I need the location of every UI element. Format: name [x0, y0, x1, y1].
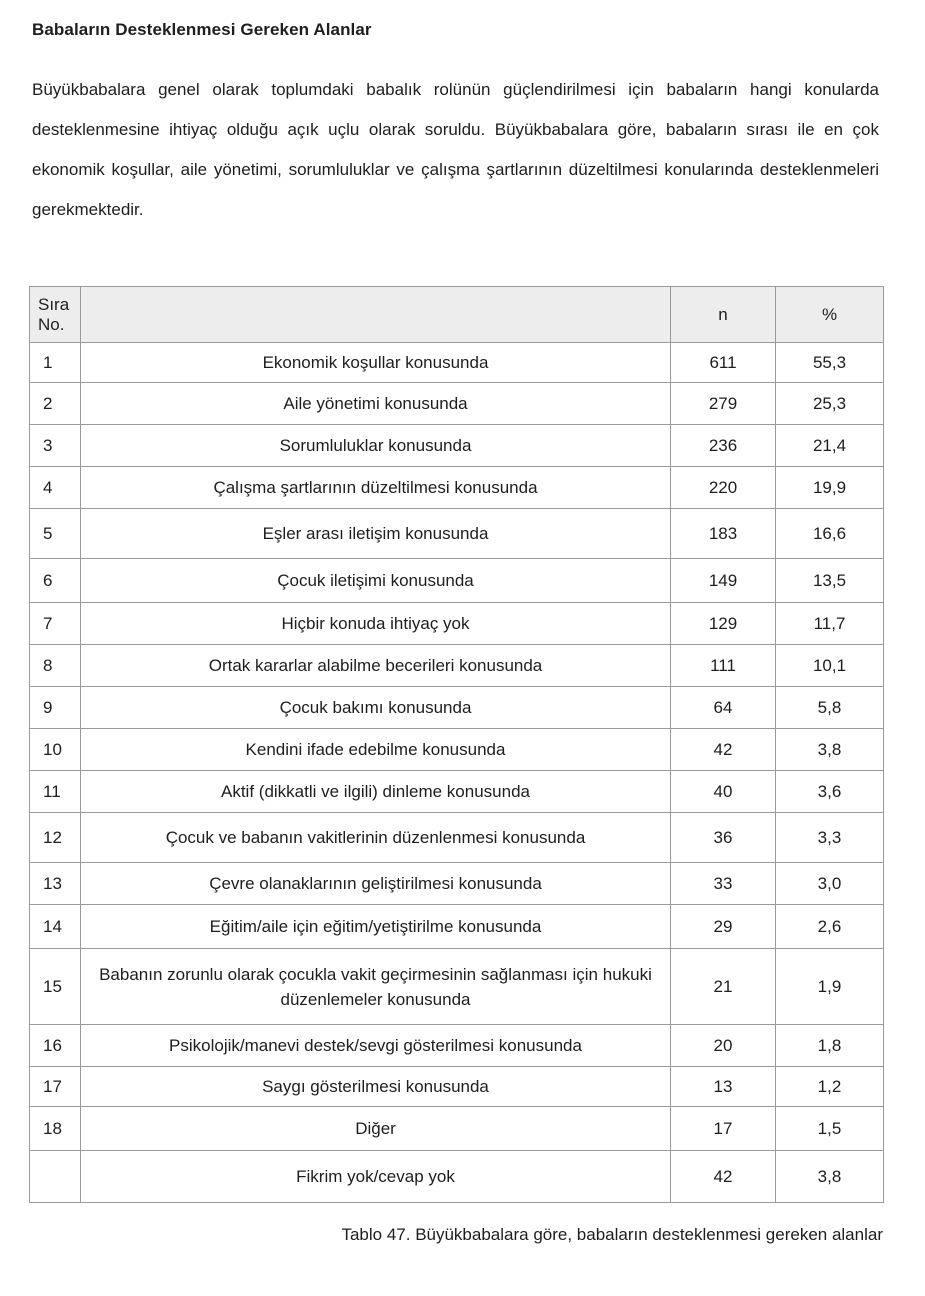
row-percent: 11,7	[776, 603, 884, 645]
row-rank: 12	[30, 813, 81, 863]
row-topic: Çocuk ve babanın vakitlerinin düzenlenmesi konusunda	[81, 813, 671, 863]
row-rank: 7	[30, 603, 81, 645]
row-topic: Çalışma şartlarının düzeltilmesi konusunda	[81, 467, 671, 509]
row-topic: Eşler arası iletişim konusunda	[81, 509, 671, 559]
table-row	[30, 729, 884, 771]
row-percent: 5,8	[776, 687, 884, 729]
row-topic: Ekonomik koşullar konusunda	[81, 343, 671, 383]
row-topic: Diğer	[81, 1107, 671, 1151]
header-rank-line1: Sıra	[38, 294, 70, 314]
header-topic	[81, 287, 671, 343]
row-topic: Babanın zorunlu olarak çocukla vakit geçirmesinin sağlanması için hukuki düzenlemeler konusunda	[81, 949, 671, 1025]
row-count: 29	[671, 905, 776, 949]
row-rank: 8	[30, 645, 81, 687]
table-row	[30, 813, 884, 863]
table-row	[30, 905, 884, 949]
row-topic: Çocuk iletişimi konusunda	[81, 559, 671, 603]
header-rank-no	[30, 287, 81, 343]
row-percent: 1,9	[776, 949, 884, 1025]
row-count: 17	[671, 1107, 776, 1151]
row-percent: 10,1	[776, 645, 884, 687]
table-row	[30, 343, 884, 383]
row-count: 36	[671, 813, 776, 863]
row-rank: 3	[30, 425, 81, 467]
table-row	[30, 1151, 884, 1203]
row-rank: 11	[30, 771, 81, 813]
row-percent: 3,3	[776, 813, 884, 863]
table-row	[30, 383, 884, 425]
row-count: 64	[671, 687, 776, 729]
row-count: 42	[671, 1151, 776, 1203]
row-topic: Sorumluluklar konusunda	[81, 425, 671, 467]
row-count: 40	[671, 771, 776, 813]
row-rank: 4	[30, 467, 81, 509]
row-topic: Psikolojik/manevi destek/sevgi gösterilmesi konusunda	[81, 1025, 671, 1067]
table-row	[30, 771, 884, 813]
table-row	[30, 559, 884, 603]
row-topic: Eğitim/aile için eğitim/yetiştirilme konusunda	[81, 905, 671, 949]
table-header	[30, 287, 884, 343]
row-count: 20	[671, 1025, 776, 1067]
row-topic: Hiçbir konuda ihtiyaç yok	[81, 603, 671, 645]
table-row	[30, 603, 884, 645]
row-count: 149	[671, 559, 776, 603]
table-row	[30, 1107, 884, 1151]
row-percent: 1,5	[776, 1107, 884, 1151]
row-percent: 3,6	[776, 771, 884, 813]
row-percent: 16,6	[776, 509, 884, 559]
row-percent: 25,3	[776, 383, 884, 425]
header-rank-line2: No.	[38, 314, 65, 334]
row-count: 183	[671, 509, 776, 559]
table-caption: Tablo 47. Büyükbabalara göre, babaların desteklenmesi gereken alanlar	[341, 1225, 883, 1244]
row-count: 33	[671, 863, 776, 905]
row-rank: 13	[30, 863, 81, 905]
row-rank: 1	[30, 343, 81, 383]
row-rank: 15	[30, 949, 81, 1025]
table-row	[30, 645, 884, 687]
row-count: 111	[671, 645, 776, 687]
row-topic: Aktif (dikkatli ve ilgili) dinleme konusunda	[81, 771, 671, 813]
row-count: 236	[671, 425, 776, 467]
header-percent: %	[776, 287, 884, 343]
row-rank: 17	[30, 1067, 81, 1107]
row-rank: 2	[30, 383, 81, 425]
table-row	[30, 863, 884, 905]
section-heading: Babaların Desteklenmesi Gereken Alanlar	[32, 20, 372, 39]
row-count: 13	[671, 1067, 776, 1107]
table-row	[30, 687, 884, 729]
row-rank	[30, 1151, 81, 1203]
table-row	[30, 949, 884, 1025]
row-percent: 55,3	[776, 343, 884, 383]
row-percent: 1,2	[776, 1067, 884, 1107]
row-rank: 10	[30, 729, 81, 771]
row-topic: Kendini ifade edebilme konusunda	[81, 729, 671, 771]
row-topic: Ortak kararlar alabilme becerileri konusunda	[81, 645, 671, 687]
row-count: 42	[671, 729, 776, 771]
row-topic: Fikrim yok/cevap yok	[81, 1151, 671, 1203]
row-topic: Çocuk bakımı konusunda	[81, 687, 671, 729]
row-percent: 13,5	[776, 559, 884, 603]
row-rank: 5	[30, 509, 81, 559]
table-body	[30, 343, 884, 1203]
support-areas-table	[29, 286, 884, 1203]
table-row	[30, 425, 884, 467]
row-rank: 16	[30, 1025, 81, 1067]
row-count: 220	[671, 467, 776, 509]
row-percent: 3,8	[776, 729, 884, 771]
row-topic: Saygı gösterilmesi konusunda	[81, 1067, 671, 1107]
table-row	[30, 1025, 884, 1067]
header-n: n	[671, 287, 776, 343]
row-topic: Aile yönetimi konusunda	[81, 383, 671, 425]
row-rank: 14	[30, 905, 81, 949]
row-rank: 9	[30, 687, 81, 729]
intro-paragraph: Büyükbabalara genel olarak toplumdaki babalık rolünün güçlendirilmesi için babaların hangi konularda desteklenmesine ihtiyaç olduğu açık uçlu olarak soruldu. Büyükbabalara göre, babaların sırası ile en çok ekonomik koşullar, aile yönetimi, sorumluluklar ve çalışma şartlarının düzeltilmesi konularında desteklenmeleri gerekmektedir.	[32, 80, 879, 219]
row-percent: 19,9	[776, 467, 884, 509]
table-row	[30, 467, 884, 509]
row-percent: 2,6	[776, 905, 884, 949]
row-topic: Çevre olanaklarının geliştirilmesi konusunda	[81, 863, 671, 905]
row-count: 279	[671, 383, 776, 425]
table-row	[30, 509, 884, 559]
row-percent: 1,8	[776, 1025, 884, 1067]
row-count: 21	[671, 949, 776, 1025]
table-row	[30, 1067, 884, 1107]
row-count: 611	[671, 343, 776, 383]
row-count: 129	[671, 603, 776, 645]
row-percent: 3,8	[776, 1151, 884, 1203]
row-percent: 21,4	[776, 425, 884, 467]
row-rank: 18	[30, 1107, 81, 1151]
row-rank: 6	[30, 559, 81, 603]
row-percent: 3,0	[776, 863, 884, 905]
